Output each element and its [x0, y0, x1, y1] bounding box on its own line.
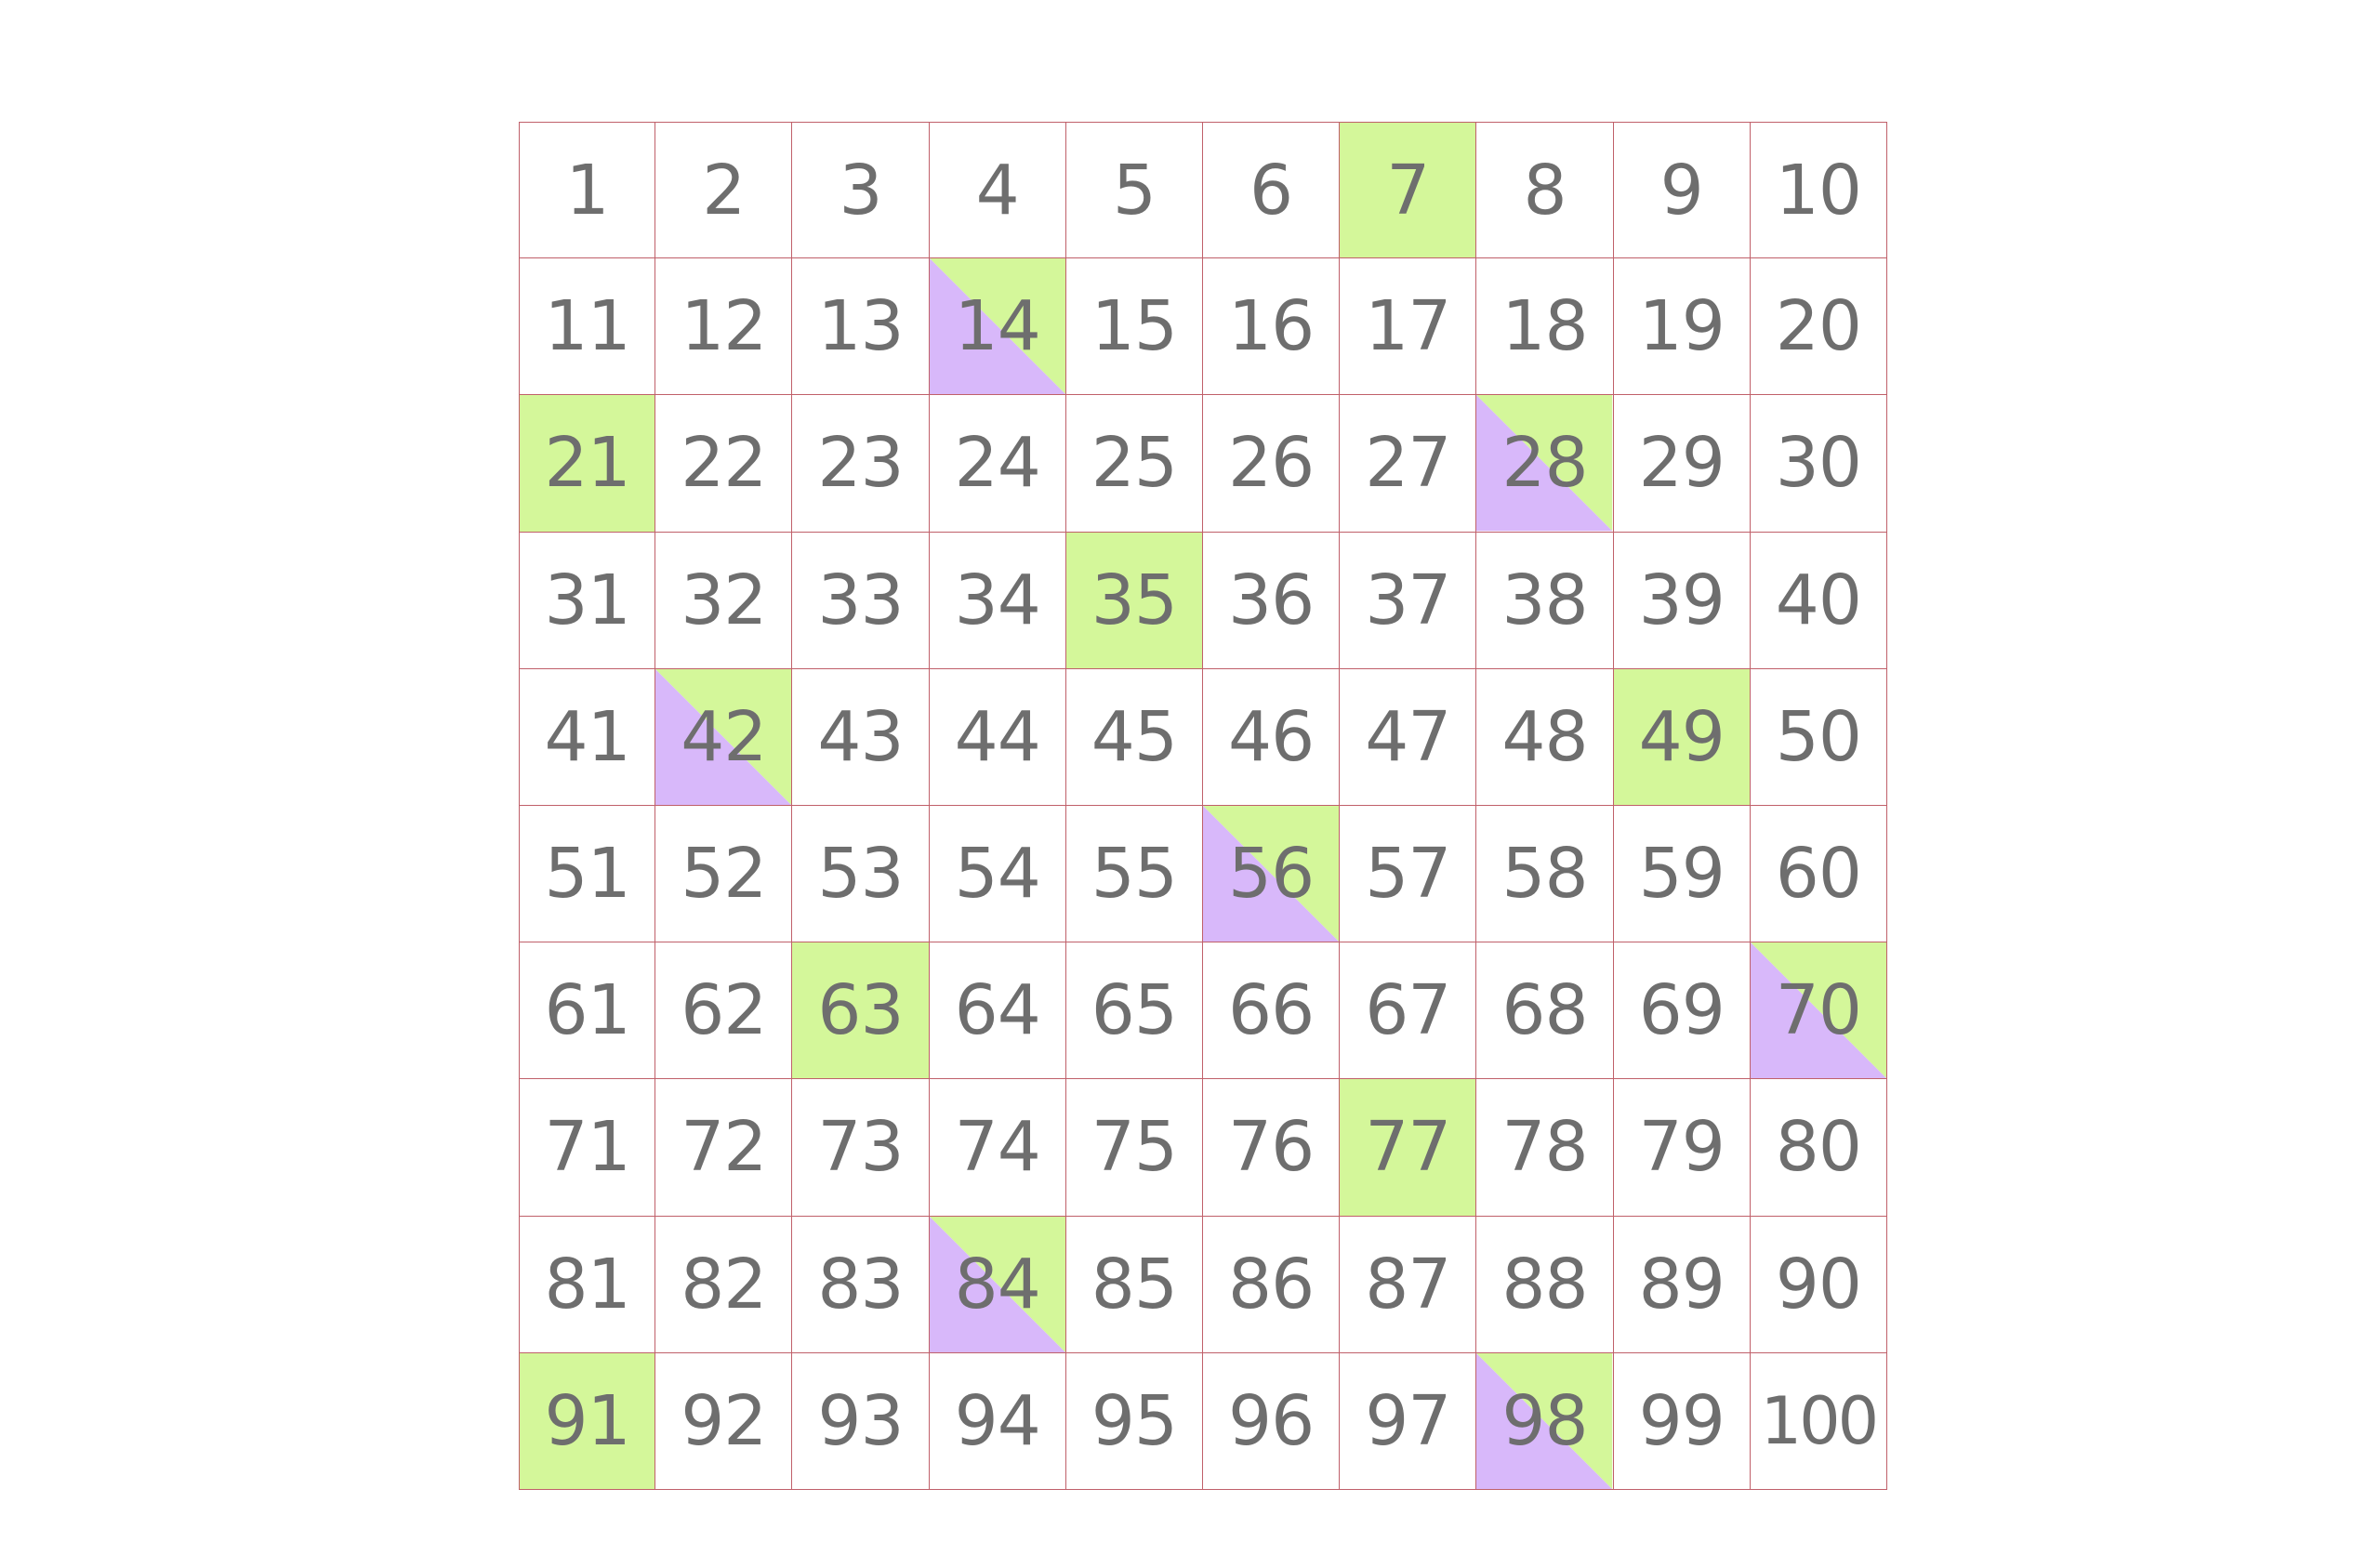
cell-number: 43 [817, 696, 904, 777]
cell-59 [1614, 806, 1751, 942]
cell-20 [1751, 258, 1887, 395]
cell-number: 8 [1523, 150, 1567, 231]
cell-27 [1340, 395, 1476, 532]
cell-28-split [1476, 395, 1613, 532]
cell-number: 17 [1365, 286, 1451, 367]
cell-90 [1751, 1217, 1887, 1353]
cell-number: 23 [817, 423, 904, 504]
cell-number: 91 [544, 1380, 630, 1461]
cell-number: 10 [1775, 150, 1861, 231]
cell-14-split [930, 258, 1066, 395]
cell-number: 28 [1501, 423, 1588, 504]
cell-number: 96 [1228, 1380, 1315, 1461]
cell-37 [1340, 533, 1476, 669]
cell-number: 79 [1638, 1107, 1725, 1188]
cell-12 [655, 258, 792, 395]
cell-number: 89 [1638, 1244, 1725, 1324]
cell-number: 87 [1365, 1244, 1451, 1324]
cell-number: 73 [817, 1107, 904, 1188]
cell-67 [1340, 942, 1476, 1079]
cell-92 [655, 1353, 792, 1490]
cell-number: 13 [817, 286, 904, 367]
cell-1 [519, 122, 655, 258]
cell-65 [1066, 942, 1203, 1079]
cell-number: 50 [1775, 696, 1861, 777]
cell-60 [1751, 806, 1887, 942]
cell-number: 95 [1091, 1380, 1177, 1461]
cell-number: 46 [1228, 696, 1315, 777]
cell-97 [1340, 1353, 1476, 1490]
cell-36 [1203, 533, 1340, 669]
cell-21-green [519, 395, 655, 532]
cell-51 [519, 806, 655, 942]
cell-61 [519, 942, 655, 1079]
cell-number: 30 [1775, 423, 1861, 504]
cell-57 [1340, 806, 1476, 942]
cell-87 [1340, 1217, 1476, 1353]
cell-80 [1751, 1079, 1887, 1216]
cell-25 [1066, 395, 1203, 532]
cell-number: 7 [1386, 150, 1430, 231]
cell-number: 60 [1775, 834, 1861, 915]
cell-number: 34 [954, 560, 1040, 640]
cell-94 [930, 1353, 1066, 1490]
cell-number: 27 [1365, 423, 1451, 504]
cell-number: 14 [954, 286, 1040, 367]
cell-number: 24 [954, 423, 1040, 504]
cell-15 [1066, 258, 1203, 395]
cell-50 [1751, 669, 1887, 806]
cell-58 [1476, 806, 1613, 942]
cell-73 [792, 1079, 929, 1216]
cell-41 [519, 669, 655, 806]
cell-83 [792, 1217, 929, 1353]
cell-82 [655, 1217, 792, 1353]
cell-68 [1476, 942, 1613, 1079]
cell-40 [1751, 533, 1887, 669]
cell-number: 68 [1501, 970, 1588, 1051]
cell-number: 82 [681, 1244, 767, 1324]
cell-number: 80 [1775, 1107, 1861, 1188]
cell-number: 63 [817, 970, 904, 1051]
cell-number: 36 [1228, 560, 1315, 640]
cell-number: 45 [1091, 696, 1177, 777]
cell-number: 44 [954, 696, 1040, 777]
cell-23 [792, 395, 929, 532]
cell-number: 3 [839, 150, 882, 231]
cell-number: 47 [1365, 696, 1451, 777]
cell-number: 33 [817, 560, 904, 640]
cell-8 [1476, 122, 1613, 258]
cell-number: 9 [1659, 150, 1703, 231]
cell-18 [1476, 258, 1613, 395]
cell-13 [792, 258, 929, 395]
cell-56-split [1203, 806, 1340, 942]
cell-77-green [1340, 1079, 1476, 1216]
cell-number: 88 [1501, 1244, 1588, 1324]
cell-number: 61 [544, 970, 630, 1051]
cell-number: 62 [681, 970, 767, 1051]
cell-number: 38 [1501, 560, 1588, 640]
cell-89 [1614, 1217, 1751, 1353]
cell-number: 56 [1228, 834, 1315, 915]
cell-72 [655, 1079, 792, 1216]
cell-79 [1614, 1079, 1751, 1216]
cell-81 [519, 1217, 655, 1353]
cell-number: 20 [1775, 286, 1861, 367]
cell-number: 58 [1501, 834, 1588, 915]
cell-43 [792, 669, 929, 806]
cell-number: 19 [1638, 286, 1725, 367]
cell-26 [1203, 395, 1340, 532]
cell-70-split [1751, 942, 1887, 1079]
cell-62 [655, 942, 792, 1079]
cell-35-green [1066, 533, 1203, 669]
cell-32 [655, 533, 792, 669]
cell-55 [1066, 806, 1203, 942]
cell-number: 31 [544, 560, 630, 640]
cell-11 [519, 258, 655, 395]
cell-31 [519, 533, 655, 669]
cell-76 [1203, 1079, 1340, 1216]
cell-number: 83 [817, 1244, 904, 1324]
cell-5 [1066, 122, 1203, 258]
cell-49-green [1614, 669, 1751, 806]
cell-64 [930, 942, 1066, 1079]
cell-91-green [519, 1353, 655, 1490]
cell-6 [1203, 122, 1340, 258]
cell-number: 72 [681, 1107, 767, 1188]
cell-number: 35 [1091, 560, 1177, 640]
cell-7-green [1340, 122, 1476, 258]
cell-number: 32 [681, 560, 767, 640]
cell-16 [1203, 258, 1340, 395]
cell-number: 59 [1638, 834, 1725, 915]
hundreds-chart-grid [519, 122, 1887, 1490]
cell-number: 75 [1091, 1107, 1177, 1188]
cell-2 [655, 122, 792, 258]
cell-number: 100 [1760, 1382, 1877, 1459]
cell-number: 22 [681, 423, 767, 504]
cell-number: 53 [817, 834, 904, 915]
cell-number: 1 [565, 150, 609, 231]
cell-number: 71 [544, 1107, 630, 1188]
cell-number: 70 [1775, 970, 1861, 1051]
cell-4 [930, 122, 1066, 258]
cell-number: 55 [1091, 834, 1177, 915]
cell-29 [1614, 395, 1751, 532]
cell-84-split [930, 1217, 1066, 1353]
cell-66 [1203, 942, 1340, 1079]
cell-30 [1751, 395, 1887, 532]
cell-number: 66 [1228, 970, 1315, 1051]
cell-22 [655, 395, 792, 532]
cell-39 [1614, 533, 1751, 669]
cell-number: 76 [1228, 1107, 1315, 1188]
cell-38 [1476, 533, 1613, 669]
cell-33 [792, 533, 929, 669]
cell-number: 57 [1365, 834, 1451, 915]
cell-number: 11 [544, 286, 630, 367]
cell-96 [1203, 1353, 1340, 1490]
cell-number: 49 [1638, 696, 1725, 777]
cell-number: 37 [1365, 560, 1451, 640]
cell-45 [1066, 669, 1203, 806]
cell-number: 41 [544, 696, 630, 777]
cell-17 [1340, 258, 1476, 395]
cell-number: 93 [817, 1380, 904, 1461]
cell-number: 69 [1638, 970, 1725, 1051]
cell-9 [1614, 122, 1751, 258]
cell-number: 26 [1228, 423, 1315, 504]
cell-number: 86 [1228, 1244, 1315, 1324]
cell-number: 29 [1638, 423, 1725, 504]
cell-number: 99 [1638, 1380, 1725, 1461]
cell-53 [792, 806, 929, 942]
cell-47 [1340, 669, 1476, 806]
cell-number: 16 [1228, 286, 1315, 367]
cell-95 [1066, 1353, 1203, 1490]
cell-number: 52 [681, 834, 767, 915]
cell-number: 4 [975, 150, 1019, 231]
cell-number: 48 [1501, 696, 1588, 777]
cell-number: 65 [1091, 970, 1177, 1051]
cell-number: 51 [544, 834, 630, 915]
cell-85 [1066, 1217, 1203, 1353]
cell-number: 25 [1091, 423, 1177, 504]
cell-number: 54 [954, 834, 1040, 915]
cell-number: 5 [1112, 150, 1156, 231]
cell-44 [930, 669, 1066, 806]
cell-number: 18 [1501, 286, 1588, 367]
cell-48 [1476, 669, 1613, 806]
cell-number: 78 [1501, 1107, 1588, 1188]
cell-number: 98 [1501, 1380, 1588, 1461]
cell-number: 92 [681, 1380, 767, 1461]
cell-number: 12 [681, 286, 767, 367]
cell-number: 42 [681, 696, 767, 777]
cell-71 [519, 1079, 655, 1216]
cell-46 [1203, 669, 1340, 806]
cell-number: 81 [544, 1244, 630, 1324]
cell-10 [1751, 122, 1887, 258]
cell-number: 2 [702, 150, 746, 231]
cell-88 [1476, 1217, 1613, 1353]
cell-86 [1203, 1217, 1340, 1353]
cell-number: 21 [544, 423, 630, 504]
cell-74 [930, 1079, 1066, 1216]
cell-number: 40 [1775, 560, 1861, 640]
cell-42-split [655, 669, 792, 806]
cell-number: 85 [1091, 1244, 1177, 1324]
cell-99 [1614, 1353, 1751, 1490]
cell-75 [1066, 1079, 1203, 1216]
cell-3 [792, 122, 929, 258]
cell-63-green [792, 942, 929, 1079]
cell-number: 94 [954, 1380, 1040, 1461]
cell-number: 39 [1638, 560, 1725, 640]
cell-number: 6 [1250, 150, 1293, 231]
cell-24 [930, 395, 1066, 532]
cell-52 [655, 806, 792, 942]
cell-78 [1476, 1079, 1613, 1216]
cell-number: 97 [1365, 1380, 1451, 1461]
cell-number: 77 [1365, 1107, 1451, 1188]
cell-98-split [1476, 1353, 1613, 1490]
cell-number: 90 [1775, 1244, 1861, 1324]
cell-number: 64 [954, 970, 1040, 1051]
cell-93 [792, 1353, 929, 1490]
cell-number: 15 [1091, 286, 1177, 367]
cell-number: 67 [1365, 970, 1451, 1051]
cell-54 [930, 806, 1066, 942]
cell-19 [1614, 258, 1751, 395]
cell-number: 84 [954, 1244, 1040, 1324]
cell-100 [1751, 1353, 1887, 1490]
cell-34 [930, 533, 1066, 669]
cell-69 [1614, 942, 1751, 1079]
cell-number: 74 [954, 1107, 1040, 1188]
